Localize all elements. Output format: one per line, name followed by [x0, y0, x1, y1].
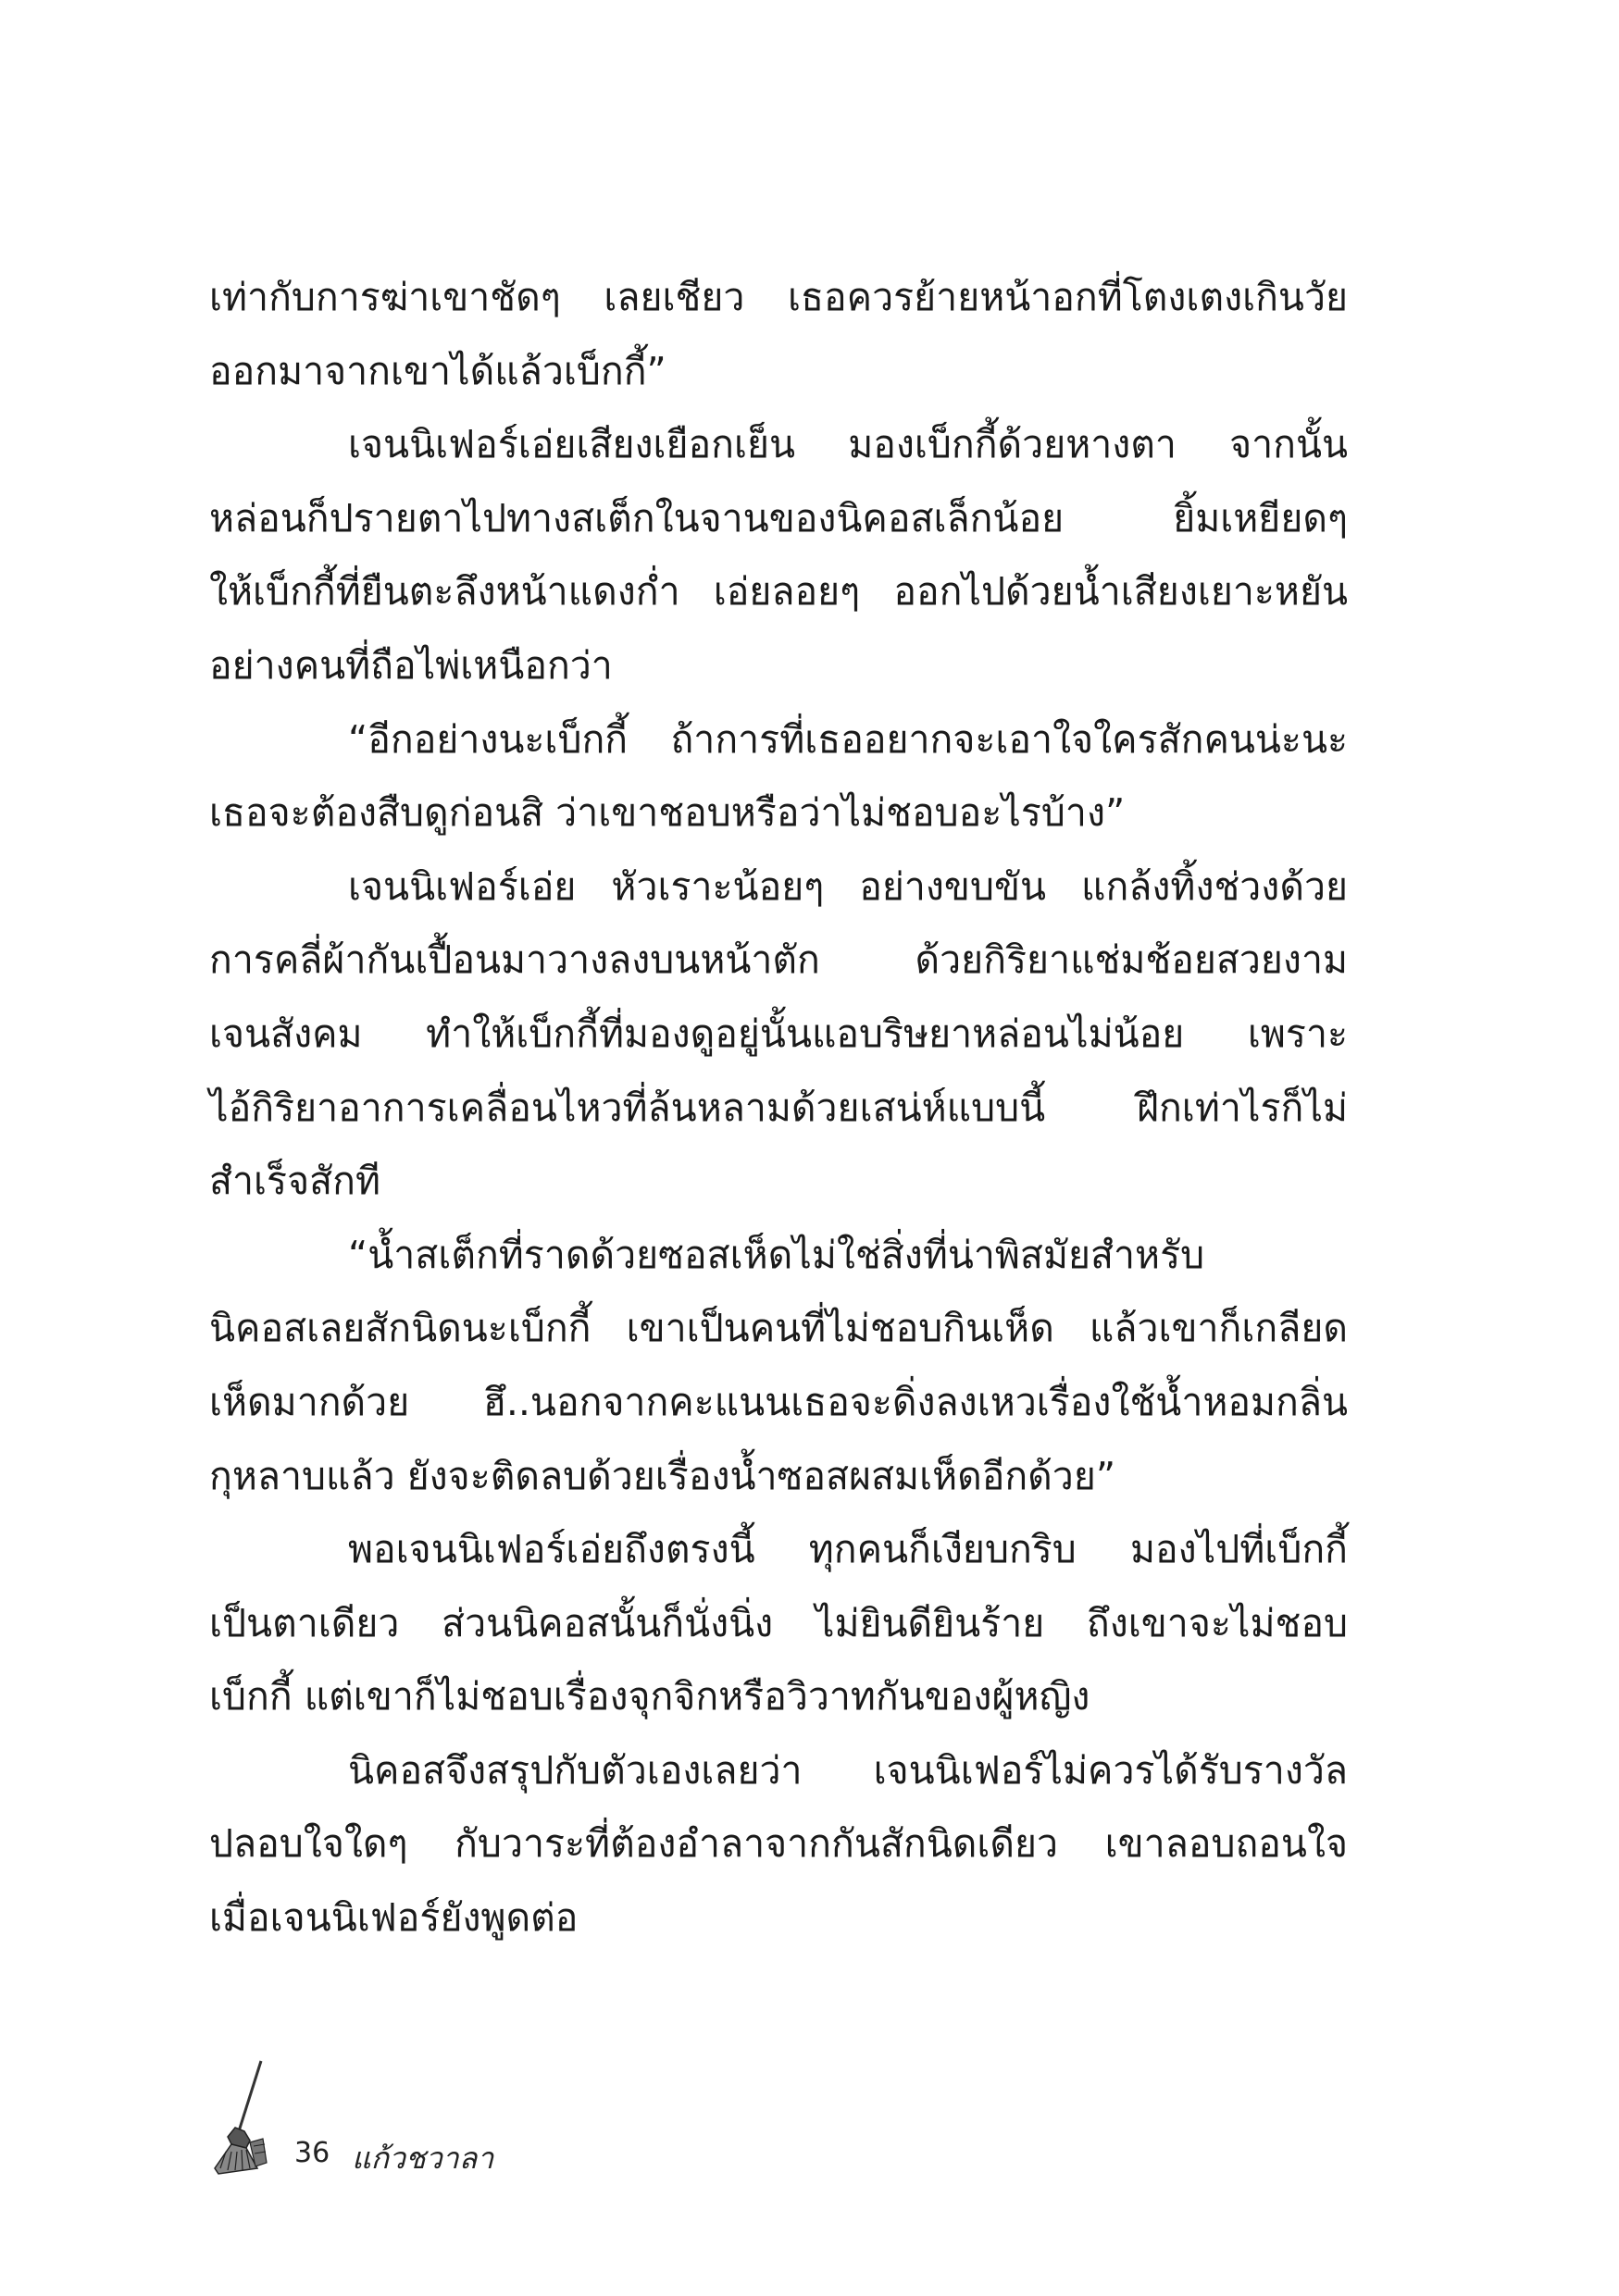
text-line: ไอ้กิริยาอาการเคลื่อนไหวที่ล้นหลามด้วยเสน่ห์แบบนี้ ฝึกเท่าไรก็ไม่ — [209, 1085, 1348, 1130]
text-line: นิคอสเลยสักนิดนะเบ็กกี้ เขาเป็นคนที่ไม่ชอบกินเห็ด แล้วเขาก็เกลียด — [209, 1306, 1348, 1351]
text-line: อย่างคนที่ถือไพ่เหนือกว่า — [209, 642, 613, 688]
text-line: สำเร็จสักที — [209, 1159, 380, 1204]
book-title: แก้วชวาลา — [352, 2141, 494, 2176]
text-line: นิคอสจึงสรุปกับตัวเองเลยว่า เจนนิเฟอร์ไม่ควรได้รับรางวัล — [348, 1747, 1348, 1793]
text-line: เมื่อเจนนิเฟอร์ยังพูดต่อ — [209, 1895, 579, 1941]
page-number: 36 — [294, 2137, 330, 2169]
text-line: เป็นตาเดียว ส่วนนิคอสนั้นก็นั่งนิ่ง ไม่ยินดียินร้าย ถึงเขาจะไม่ชอบ — [209, 1600, 1348, 1645]
text-line: ออกมาจากเขาได้แล้วเบ็กกี้” — [209, 348, 666, 393]
text-line: เบ็กกี้ แต่เขาก็ไม่ชอบเรื่องจุกจิกหรือวิวาทกันของผู้หญิง — [209, 1674, 1090, 1719]
text-line: ปลอบใจใดๆ กับวาระที่ต้องอำลาจากกันสักนิดเดียว เขาลอบถอนใจ — [209, 1821, 1348, 1867]
text-line: เห็ดมากด้วย ฮึ..นอกจากคะแนนเธอจะดิ่งลงเหวเรื่องใช้น้ำหอมกลิ่น — [209, 1379, 1348, 1424]
text-line: ให้เบ็กกี้ที่ยืนตะลึงหน้าแดงก่ำ เอ่ยลอยๆ ออกไปด้วยน้ำเสียงเยาะหยัน — [209, 569, 1348, 614]
text-line: เธอจะต้องสืบดูก่อนสิ ว่าเขาชอบหรือว่าไม่ชอบอะไรบ้าง” — [209, 790, 1126, 836]
text-line: การคลี่ผ้ากันเปื้อนมาวางลงบนหน้าตัก ด้วยกิริยาแช่มช้อยสวยงาม — [209, 937, 1348, 983]
text-line: พอเจนนิเฟอร์เอ่ยถึงตรงนี้ ทุกคนก็เงียบกริบ มองไปที่เบ็กกี้ — [348, 1527, 1348, 1572]
broom-icon — [207, 2059, 291, 2179]
text-line: “อีกอย่างนะเบ็กกี้ ถ้าการที่เธออยากจะเอาใจใครสักคนน่ะนะ — [348, 716, 1348, 762]
text-line: หล่อนก็ปรายตาไปทางสเต็กในจานของนิคอสเล็กน้อย ยิ้มเหยียดๆ — [209, 495, 1348, 540]
text-line: เจนนิเฟอร์เอ่ยเสียงเยือกเย็น มองเบ็กกี้ด้วยหางตา จากนั้น — [348, 422, 1348, 467]
page-footer — [207, 2059, 578, 2179]
text-line: “น้ำสเต็กที่ราดด้วยซอสเห็ดไม่ใช่สิ่งที่น่าพิสมัยสำหรับ — [348, 1232, 1205, 1277]
text-line: กุหลาบแล้ว ยังจะติดลบด้วยเรื่องน้ำซอสผสมเห็ดอีกด้วย” — [209, 1453, 1116, 1498]
text-line: เท่ากับการฆ่าเขาชัดๆ เลยเชียว เธอควรย้ายหน้าอกที่โตงเตงเกินวัย — [209, 275, 1348, 319]
text-line: เจนนิเฟอร์เอ่ย หัวเราะน้อยๆ อย่างขบขัน แกล้งทิ้งช่วงด้วย — [348, 863, 1348, 909]
text-line: เจนสังคม ทำให้เบ็กกี้ที่มองดูอยู่นั้นแอบริษยาหล่อนไม่น้อย เพราะ — [209, 1011, 1348, 1056]
body-text — [209, 261, 1348, 1955]
